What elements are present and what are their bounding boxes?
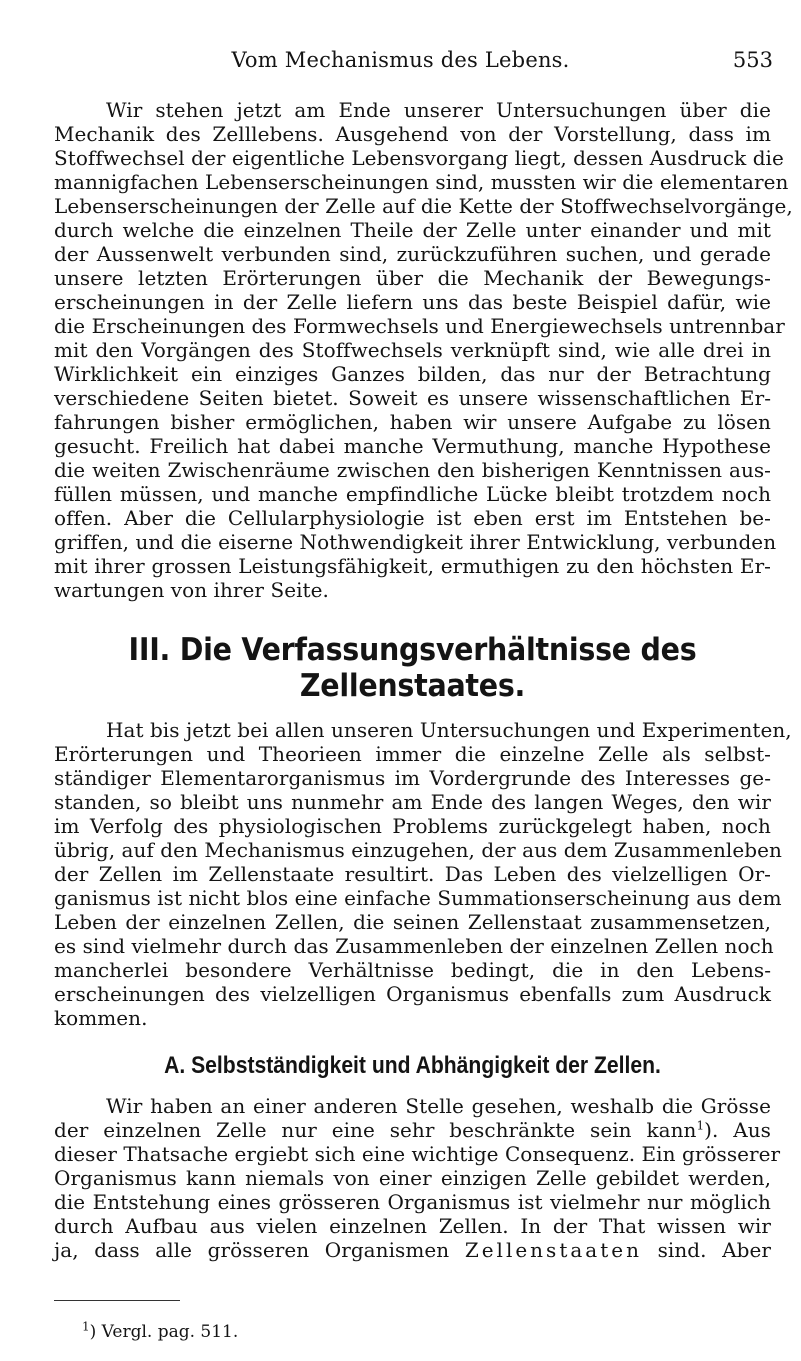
text-line (54, 1118, 771, 1142)
section-heading: III. Die Verfassungsverhältnisse des Zellenstaates. (128, 632, 697, 704)
text-line: Hat bis jetzt bei allen unseren Untersuchungen und Experimenten, (106, 718, 792, 742)
text-fragment: der einzelnen Zelle nur eine sehr beschränkte sein kann (54, 1118, 697, 1142)
text-line: die Erscheinungen des Formwechsels und Energiewechsels untrennbar (54, 314, 785, 338)
text-line: mannigfachen Lebenserscheinungen sind, mussten wir die elementaren (54, 170, 789, 194)
text-line: mancherlei besondere Verhältnisse bedingt, die in den Lebens- (54, 958, 771, 982)
text-line: verschiedene Seiten bietet. Soweit es unsere wissenschaftlichen Er- (54, 386, 771, 410)
text-line: übrig, auf den Mechanismus einzugehen, der aus dem Zusammenleben (54, 838, 782, 862)
text-line: Wirklichkeit ein einziges Ganzes bilden, das nur der Betrachtung (54, 362, 771, 386)
text-line: die weiten Zwischenräume zwischen den bisherigen Kenntnissen aus- (54, 458, 771, 482)
paragraph-1 (54, 98, 793, 602)
text-fragment: ). Aus (704, 1118, 771, 1142)
text-line: griffen, und die eiserne Nothwendigkeit ihrer Entwicklung, verbunden (54, 530, 777, 554)
text-line: Mechanik des Zelllebens. Ausgehend von der Vorstellung, dass im (54, 122, 771, 146)
text-line: standen, so bleibt uns nunmehr am Ende des langen Weges, den wir (54, 790, 771, 814)
text-line: Wir haben an einer anderen Stelle gesehen, weshalb die Grösse (106, 1094, 771, 1118)
subsection-heading: A. Selbstständigkeit und Abhängigkeit der Zellen. (164, 1052, 661, 1079)
text-line: Lebenserscheinungen der Zelle auf die Kette der Stoffwechselvorgänge, (54, 194, 793, 218)
text-line: offen. Aber die Cellularphysiologie ist eben erst im Entstehen be- (54, 506, 771, 530)
paragraph-3 (54, 1094, 781, 1262)
paragraph-2 (54, 718, 792, 1030)
text-line: unsere letzten Erörterungen über die Mechanik der Bewegungs- (54, 266, 771, 290)
footnote-rule (54, 1300, 180, 1301)
text-line: gesucht. Freilich hat dabei manche Vermuthung, manche Hypothese (54, 434, 771, 458)
text-line: fahrungen bisher ermöglichen, haben wir unsere Aufgabe zu lösen (54, 410, 771, 434)
text-line: wartungen von ihrer Seite. (54, 578, 329, 602)
text-line (54, 1238, 771, 1262)
text-line: füllen müssen, und manche empfindliche Lücke bleibt trotzdem noch (54, 482, 771, 506)
text-line: die Entstehung eines grösseren Organismus ist vielmehr nur möglich (54, 1190, 771, 1214)
text-line: mit den Vorgängen des Stoffwechsels verknüpft sind, wie alle drei in (54, 338, 771, 362)
text-line: erscheinungen in der Zelle liefern uns das beste Beispiel dafür, wie (54, 290, 771, 314)
text-line: Erörterungen und Theorieen immer die einzelne Zelle als selbst- (54, 742, 771, 766)
text-line: Wir stehen jetzt am Ende unserer Untersuchungen über die (106, 98, 771, 122)
emphasis-spaced: Zellenstaaten (464, 1238, 642, 1262)
text-line: Organismus kann niemals von einer einzigen Zelle gebildet werden, (54, 1166, 771, 1190)
text-line: der Aussenwelt verbunden sind, zurückzuführen suchen, und gerade (54, 242, 771, 266)
text-line: Leben der einzelnen Zellen, die seinen Zellenstaat zusammensetzen, (54, 910, 771, 934)
text-line: erscheinungen des vielzelligen Organismus ebenfalls zum Ausdruck (54, 982, 771, 1006)
text-fragment: sind. Aber (657, 1238, 771, 1262)
text-line: ständiger Elementarorganismus im Vordergrunde des Interesses ge- (54, 766, 771, 790)
text-line: durch welche die einzelnen Theile der Zelle unter einander und mit (54, 218, 771, 242)
page-number: 553 (732, 48, 773, 72)
text-line: kommen. (54, 1006, 148, 1030)
running-title: Vom Mechanismus des Lebens. (231, 48, 570, 72)
footnote-marker: 1 (82, 1319, 90, 1334)
text-line: es sind vielmehr durch das Zusammenleben der einzelnen Zellen noch (54, 934, 774, 958)
text-line: mit ihrer grossen Leistungsfähigkeit, ermuthigen zu den höchsten Er- (54, 554, 771, 578)
footnote-ref: 1 (696, 1118, 705, 1133)
running-head (0, 48, 801, 78)
text-line: durch Aufbau aus vielen einzelnen Zellen. In der That wissen wir (54, 1214, 771, 1238)
text-line: Stoffwechsel der eigentliche Lebensvorgang liegt, dessen Ausdruck die (54, 146, 784, 170)
text-line: ganismus ist nicht blos eine einfache Summationserscheinung aus dem (54, 886, 782, 910)
page-body (54, 98, 793, 1262)
text-fragment: ja, dass alle grösseren Organismen (54, 1238, 450, 1262)
footnote (82, 1319, 239, 1342)
text-line: im Verfolg des physiologischen Problems zurückgelegt haben, noch (54, 814, 771, 838)
footnote-text: ) Vergl. pag. 511. (89, 1322, 239, 1342)
text-line: dieser Thatsache ergiebt sich eine wichtige Consequenz. Ein grösserer (54, 1142, 781, 1166)
text-line: der Zellen im Zellenstaate resultirt. Das Leben des vielzelligen Or- (54, 862, 771, 886)
